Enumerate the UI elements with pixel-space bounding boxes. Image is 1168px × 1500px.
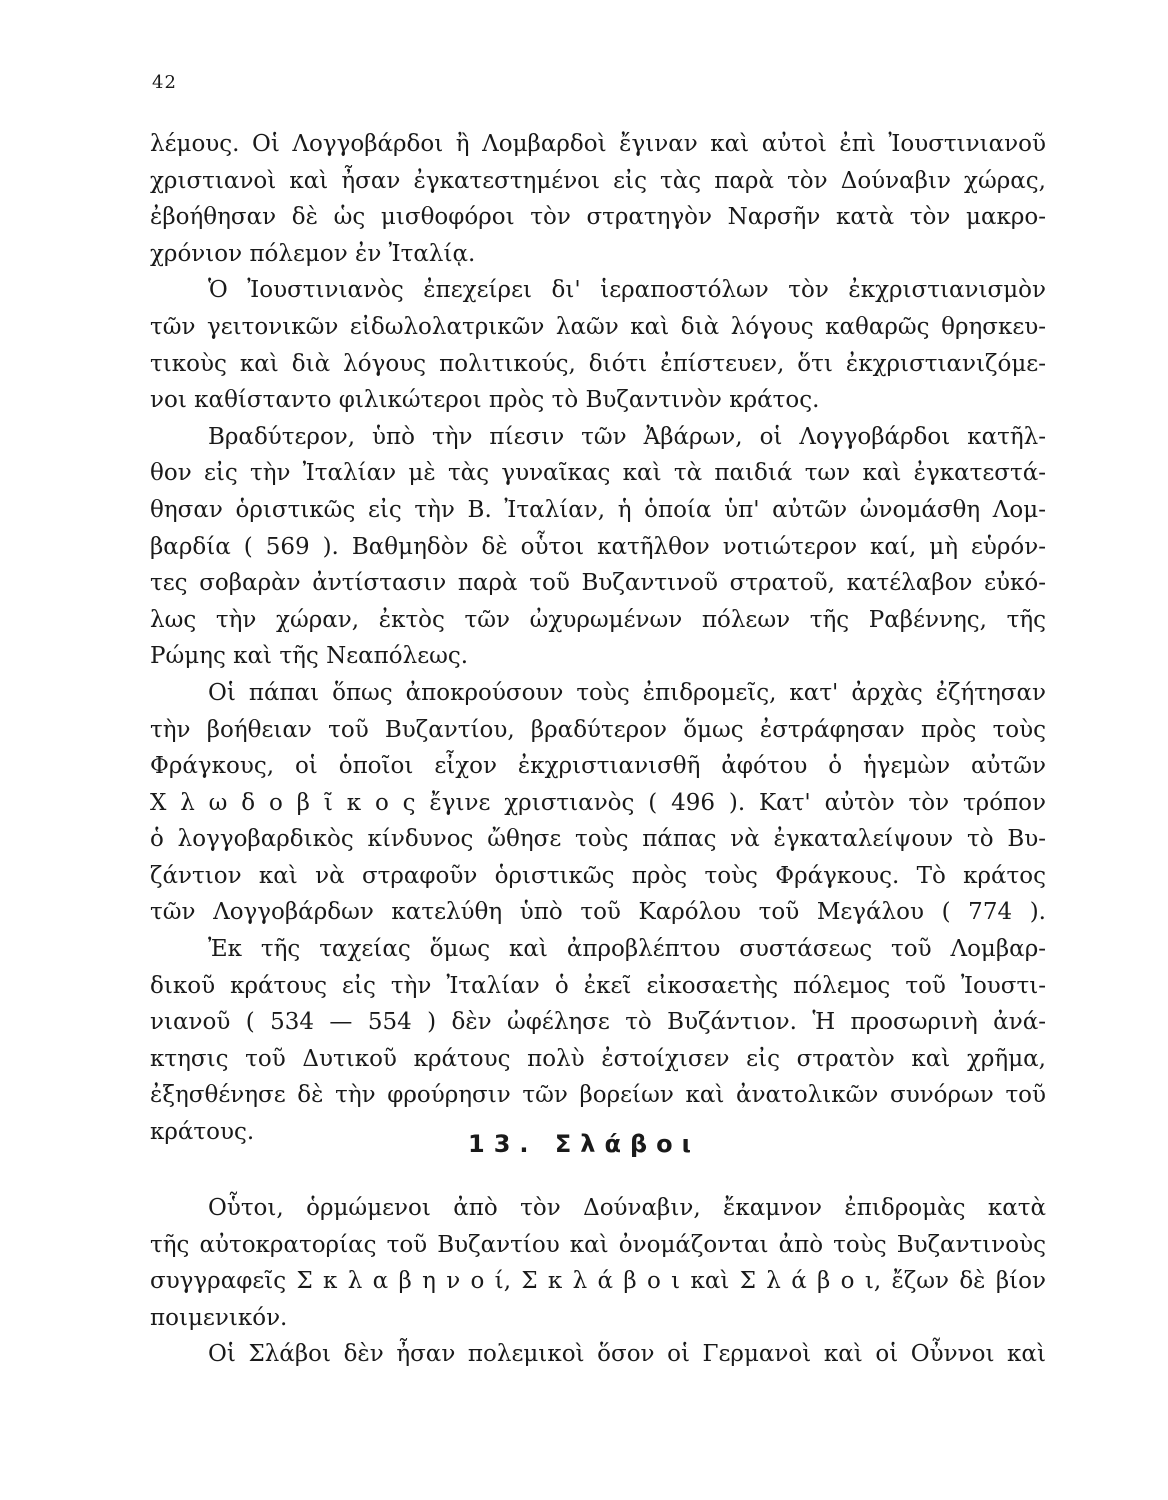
text-block-part2 [150,1190,1046,1373]
text-line: Χ λ ω δ ο β ῖ κ ο ς ἔγινε χριστιανὸς ( 496 ). Κατ' αὐτὸν τὸν τρόπον [150,789,1046,816]
text-line: ζάντιον καὶ νὰ στραφοῦν ὁριστικῶς πρὸς τοὺς Φράγκους. Τὸ κράτος [150,862,1046,889]
text-line: δικοῦ κράτους εἰς τὴν Ἰταλίαν ὁ ἐκεῖ εἰκοσαετὴς πόλεμος τοῦ Ἰουστι- [150,972,1046,999]
text-line: Οἱ Σλάβοι δὲν ἦσαν πολεμικοὶ ὅσον οἱ Γερμανοὶ καὶ οἱ Οὖννοι καὶ [208,1341,1046,1368]
text-line: συγγραφεῖς Σ κ λ α β η ν ο ί, Σ κ λ ά β ο ι καὶ Σ λ ά β ο ι, ἔζων δὲ βίον [150,1268,1046,1295]
text-block-part1 [150,126,1046,1151]
section-heading: 13. Σλάβοι [468,1130,700,1158]
text-line: ποιμενικόν. [150,1304,288,1331]
text-line: Οἱ πάπαι ὅπως ἀποκρούσουν τοὺς ἐπιδρομεῖς, κατ' ἀρχὰς ἐζήτησαν [208,679,1046,706]
text-line: τῶν γειτονικῶν εἰδωλολατρικῶν λαῶν καὶ διὰ λόγους καθαρῶς θρησκευ- [150,313,1046,340]
text-line: ἐβοήθησαν δὲ ὡς μισθοφόροι τὸν στρατηγὸν Ναρσῆν κατὰ τὸν μακρο- [150,204,1046,231]
text-line: τῆς αὐτοκρατορίας τοῦ Βυζαντίου καὶ ὀνομάζονται ἀπὸ τοὺς Βυζαντινοὺς [150,1231,1046,1258]
text-line: Ρώμης καὶ τῆς Νεαπόλεως. [150,643,469,670]
text-line: Ὁ Ἰουστινιανὸς ἐπεχείρει δι' ἱεραποστόλων τὸν ἐκχριστιανισμὸν [208,277,1046,304]
text-line: θον εἰς τὴν Ἰταλίαν μὲ τὰς γυναῖκας καὶ τὰ παιδιά των καὶ ἐγκατεστά- [150,460,1046,487]
text-line: νιανοῦ ( 534 — 554 ) δὲν ὠφέλησε τὸ Βυζάντιον. Ἡ προσωρινὴ ἀνά- [150,1009,1046,1036]
text-line: Βραδύτερον, ὑπὸ τὴν πίεσιν τῶν Ἀβάρων, οἱ Λογγοβάρδοι κατῆλ- [208,423,1046,450]
text-line: τῶν Λογγοβάρδων κατελύθη ὑπὸ τοῦ Καρόλου τοῦ Μεγάλου ( 774 ). [150,899,1046,926]
text-line: τὴν βοήθειαν τοῦ Βυζαντίου, βραδύτερον ὅμως ἐστράφησαν πρὸς τοὺς [150,716,1046,743]
text-line: χριστιανοὶ καὶ ἦσαν ἐγκατεστημένοι εἰς τὰς παρὰ τὸν Δούναβιν χώρας, [150,167,1046,194]
text-line: λως τὴν χώραν, ἐκτὸς τῶν ὠχυρωμένων πόλεων τῆς Ραβέννης, τῆς [150,606,1046,633]
text-line: ἐξησθένησε δὲ τὴν φρούρησιν τῶν βορείων καὶ ἀνατολικῶν συνόρων τοῦ [150,1082,1046,1109]
text-line: τες σοβαρὰν ἀντίστασιν παρὰ τοῦ Βυζαντινοῦ στρατοῦ, κατέλαβον εὐκό- [150,570,1046,597]
text-line: κτησις τοῦ Δυτικοῦ κράτους πολὺ ἐστοίχισεν εἰς στρατὸν καὶ χρῆμα, [150,1045,1046,1072]
text-line: τικοὺς καὶ διὰ λόγους πολιτικούς, διότι ἐπίστευεν, ὅτι ἐκχριστιανιζόμε- [150,350,1046,377]
text-line: χρόνιον πόλεμον ἐν Ἰταλίᾳ. [150,240,476,267]
text-line: λέμους. Οἱ Λογγοβάρδοι ἢ Λομβαρδοὶ ἔγιναν καὶ αὐτοὶ ἐπὶ Ἰουστινιανοῦ [150,131,1046,157]
text-line: θησαν ὁριστικῶς εἰς τὴν Β. Ἰταλίαν, ἡ ὁποία ὑπ' αὐτῶν ὠνομάσθη Λομ- [150,496,1046,523]
text-line: κράτους. [150,1119,255,1146]
page-number: 42 [152,72,177,93]
text-line: Οὗτοι, ὁρμώμενοι ἀπὸ τὸν Δούναβιν, ἔκαμνον ἐπιδρομὰς κατὰ [208,1195,1046,1221]
text-line: ὁ λογγοβαρδικὸς κίνδυνος ὤθησε τοὺς πάπας νὰ ἐγκαταλείψουν τὸ Βυ- [150,826,1046,853]
text-line: νοι καθίσταντο φιλικώτεροι πρὸς τὸ Βυζαντινὸν κράτος. [150,387,820,414]
text-line: βαρδία ( 569 ). Βαθμηδὸν δὲ οὗτοι κατῆλθον νοτιώτερον καί, μὴ εὑρόν- [150,533,1046,560]
text-line: Φράγκους, οἱ ὁποῖοι εἶχον ἐκχριστιανισθῆ ἀφότου ὁ ἡγεμὼν αὐτῶν [150,753,1046,780]
text-line: Ἐκ τῆς ταχείας ὅμως καὶ ἀπροβλέπτου συστάσεως τοῦ Λομβαρ- [208,936,1046,963]
